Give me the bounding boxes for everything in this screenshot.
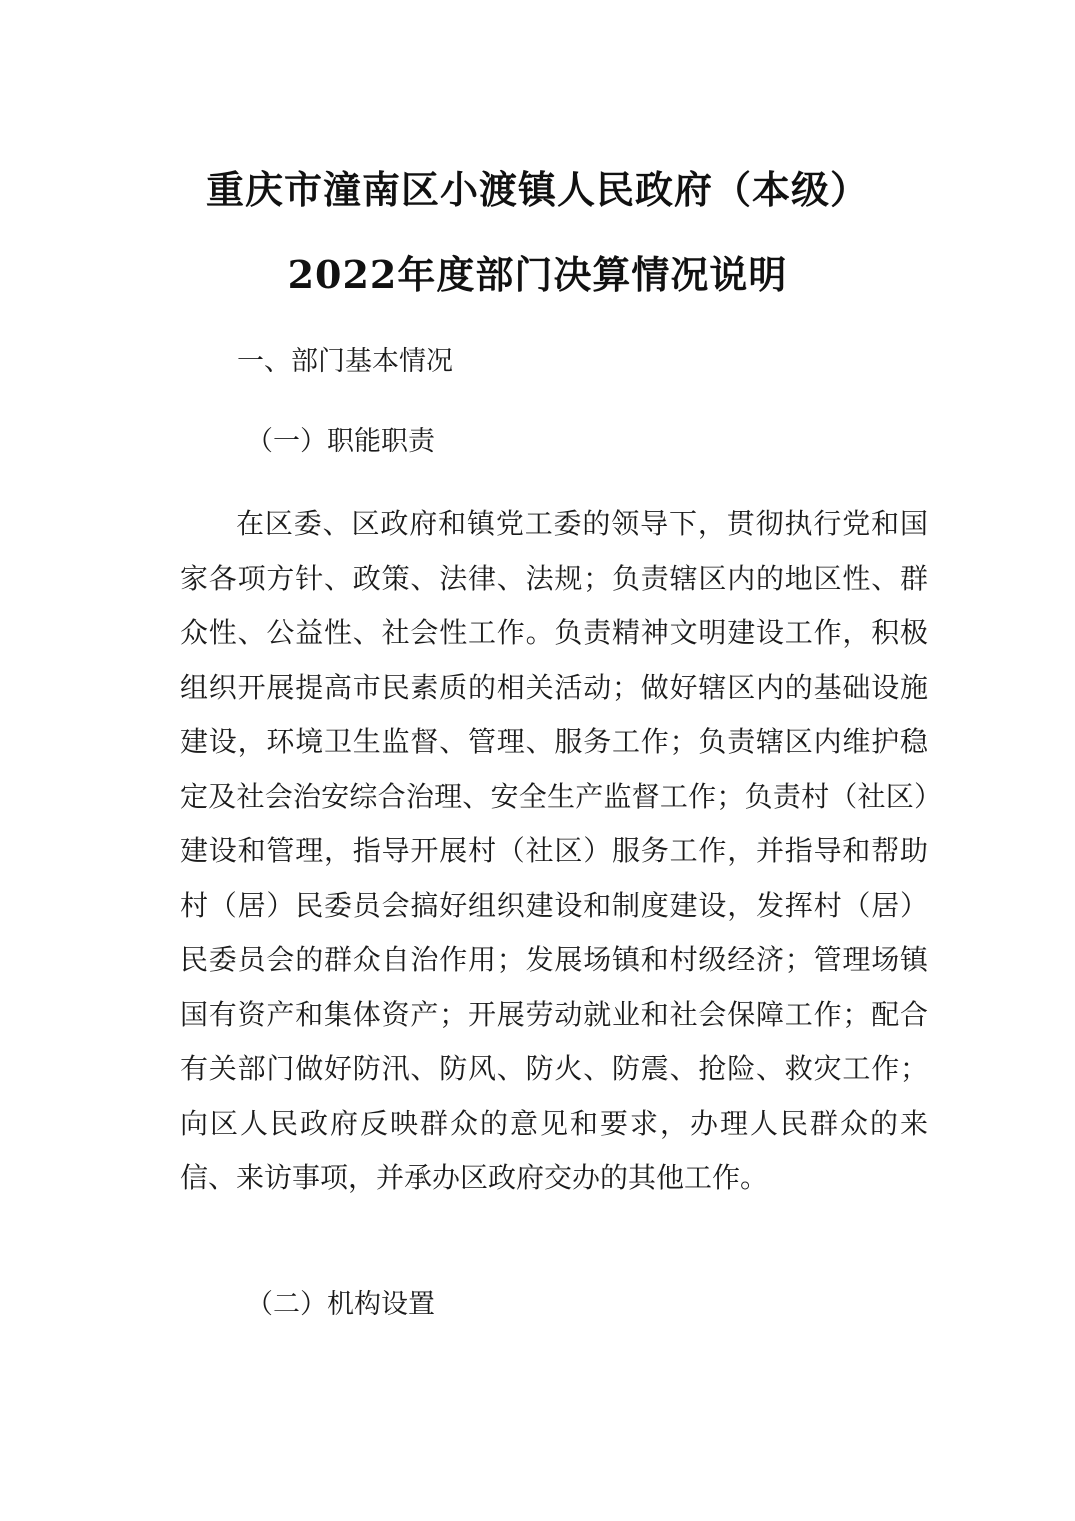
document-title-line-2: 2022年度部门决算情况说明 (287, 252, 788, 297)
subsection-heading-functions: （一）职能职责 (246, 426, 435, 457)
subsection-heading-organization: （二）机构设置 (246, 1289, 435, 1320)
functions-paragraph: 在区委、区政府和镇党工委的领导下，贯彻执行党和国家各项方针、政策、法律、法规；负责辖区内的地区性、群众性、公益性、社会性工作。负责精神文明建设工作，积极组织开展提高市民素质的相关活动；做好辖区内的基础设施建设，环境卫生监督、管理、服务工作；负责辖区内维护稳定及社会治安综合治理、安全生产监督工作；负责村（社区）建设和管理，指导开展村（社区）服务工作，并指导和帮助村（居）民委员会搞好组织建设和制度建设，发挥村（居）民委员会的群众自治作用；发展场镇和村级经济；管理场镇国有资产和集体资产；开展劳动就业和社会保障工作；配合有关部门做好防汛、防风、防火、防震、抢险、救灾工作；向区人民政府反映群众的意见和要求，办理人民群众的来信、来访事项，并承办区政府交办的其他工作。 (180, 507, 928, 1194)
section-heading-basic-info: 一、部门基本情况 (237, 346, 453, 377)
document-title-line-1: 重庆市潼南区小渡镇人民政府（本级） (205, 167, 869, 212)
